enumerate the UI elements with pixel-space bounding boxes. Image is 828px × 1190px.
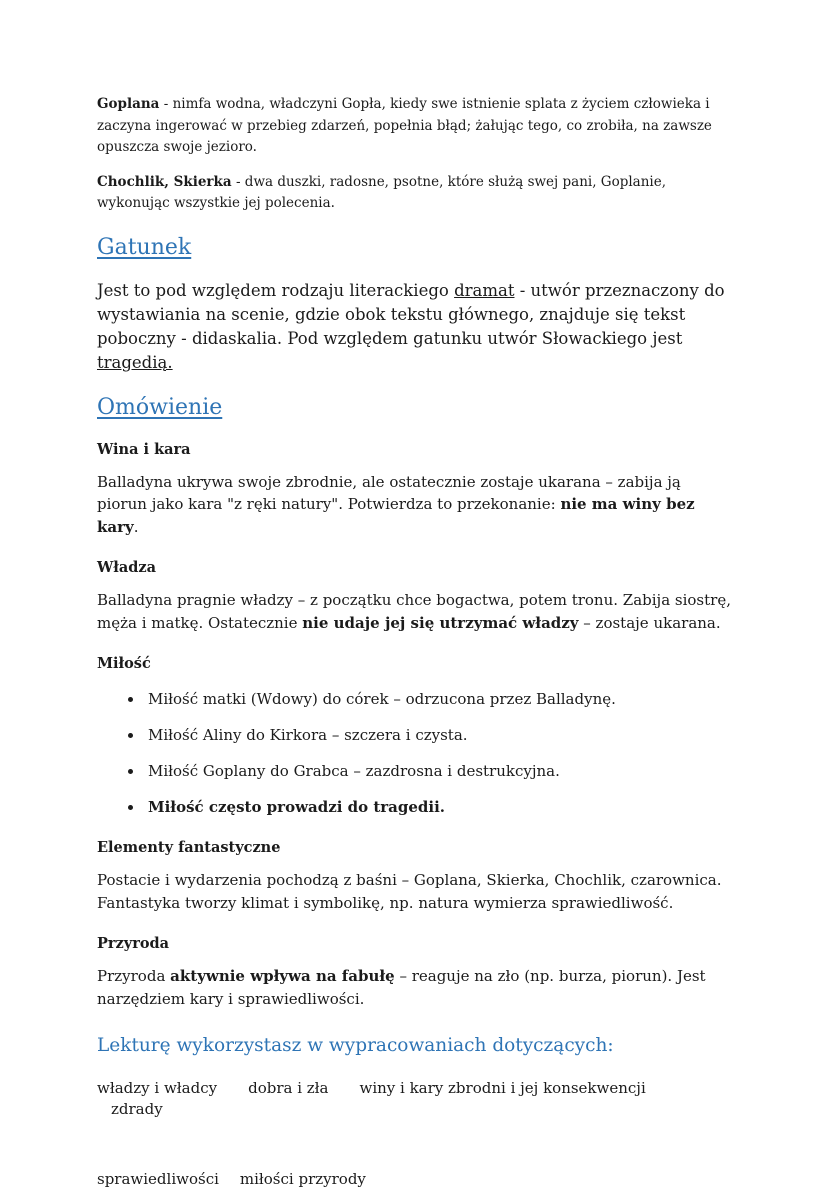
- topic-winy-i-kary-zbrodni: winy i kary zbrodni i jej konsekwencji: [359, 1079, 646, 1098]
- list-item-milosc-goplany: • Miłość Goplany do Grabca – zazdrosna i destrukcyjna.: [144, 761, 731, 782]
- topic-wladzy-i-wladcy: władzy i władcy: [97, 1079, 218, 1098]
- paragraph-elementy-fantastyczne: Postacie i wydarzenia pochodzą z baśni – Goplana, Skierka, Chochlik, czarownica. Fantastyka tworzy klimat i symbolikę, np. natura wymierza sprawiedliwość.: [97, 871, 722, 912]
- list-item-milosc-matki: • Miłość matki (Wdowy) do córek – odrzucona przez Balladynę.: [144, 689, 731, 710]
- subheading-elementy-fantastyczne: Elementy fantastyczne: [97, 839, 281, 857]
- subheading-wina-i-kara: Wina i kara: [97, 440, 191, 458]
- topic-zdrady: zdrady: [111, 1100, 163, 1119]
- paragraph-przyroda: Przyroda aktywnie wpływa na fabułę – reaguje na zło (np. burza, piorun). Jest narzędziem kary i sprawiedliwości.: [97, 967, 706, 1008]
- topics-row-2: [97, 1169, 731, 1190]
- topic-dobra-i-zla: dobra i zła: [248, 1079, 329, 1098]
- subheading-przyroda: Przyroda: [97, 935, 170, 953]
- paragraph-gatunek: Jest to pod względem rodzaju literackiego dramat - utwór przeznaczony do wystawiania na scenie, gdzie obok tekstu głównego, znajduje się tekst poboczny - didaskalia. Pod względem gatunku utwór Słowackiego jest tragedią.: [97, 280, 725, 372]
- list-item-milosc-tragedia: • Miłość często prowadzi do tragedii.: [144, 797, 731, 818]
- heading-topics: Lekturę wykorzystasz w wypracowaniach dotyczących:: [97, 1035, 614, 1057]
- milosc-bullet-list: [97, 689, 731, 818]
- paragraph-wina-i-kara: Balladyna ukrywa swoje zbrodnie, ale ostatecznie zostaje ukarana – zabija ją piorun jako kara "z ręki natury". Potwierdza to przekonanie: nie ma winy bez kary.: [97, 472, 695, 536]
- subheading-wladza: Władza: [97, 559, 157, 577]
- list-item-milosc-aliny: • Miłość Aliny do Kirkora – szczera i czysta.: [144, 725, 731, 746]
- paragraph-wladza: Balladyna pragnie władzy – z początku chce bogactwa, potem tronu. Zabija siostrę, męża i matkę. Ostatecznie nie udaje jej się utrzymać władzy – zostaje ukarana.: [97, 591, 731, 632]
- heading-gatunek: Gatunek: [97, 234, 192, 260]
- topic-sprawiedliwosci: sprawiedliwości: [97, 1170, 219, 1189]
- paragraph-character-goplana: Goplana - nimfa wodna, władczyni Gopła, kiedy swe istnienie splata z życiem człowieka i zaczyna ingerować w przebieg zdarzeń, popełnia błąd; żałując tego, co zrobiła, na zawsze opuszcza swoje jezioro.: [97, 96, 712, 156]
- paragraph-character-chochlik-skierka: Chochlik, Skierka - dwa duszki, radosne, psotne, które służą swej pani, Goplanie, wykonując wszystkie jej polecenia.: [97, 173, 667, 212]
- heading-omowienie: Omówienie: [97, 394, 223, 420]
- subheading-milosc: Miłość: [97, 655, 151, 673]
- topic-milosci-przyrody: miłości przyrody: [239, 1170, 366, 1189]
- topics-row-1: [97, 1078, 731, 1120]
